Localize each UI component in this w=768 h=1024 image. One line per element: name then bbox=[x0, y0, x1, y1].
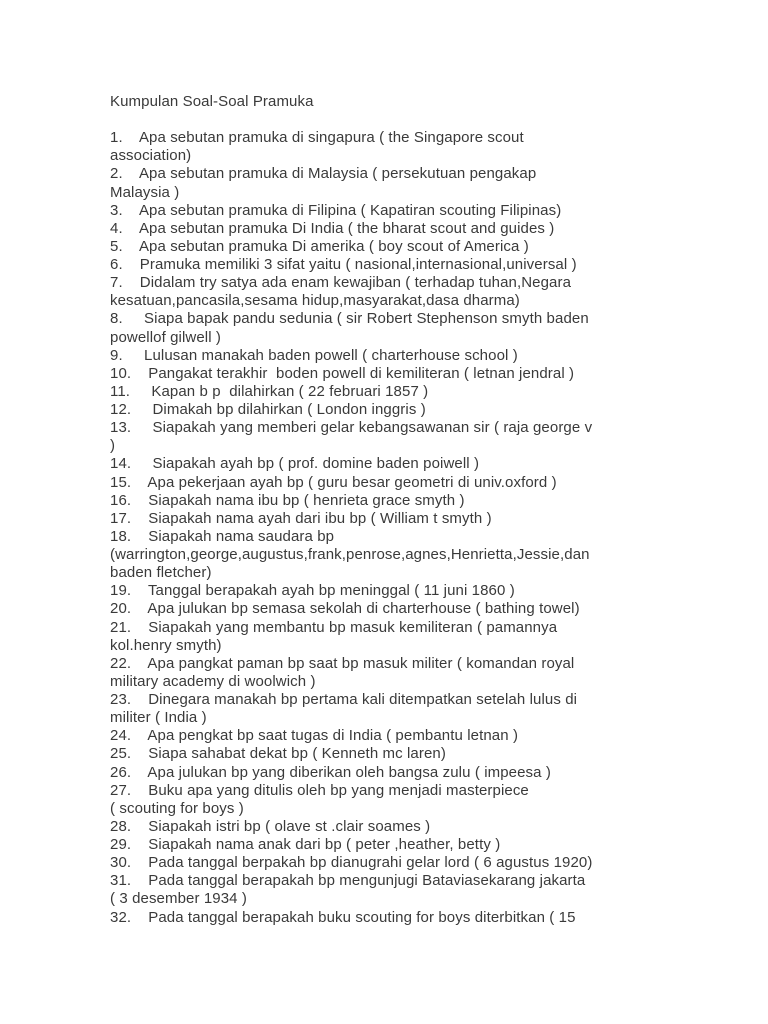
text-line: 19. Tanggal berapakah ayah bp meninggal ( 11 juni 1860 ) bbox=[110, 582, 515, 600]
text-line: Malaysia ) bbox=[110, 183, 180, 201]
text-line: kol.henry smyth) bbox=[110, 636, 222, 654]
document-title: Kumpulan Soal-Soal Pramuka bbox=[110, 93, 314, 110]
text-line: 26. Apa julukan bp yang diberikan oleh bangsa zulu ( impeesa ) bbox=[110, 763, 551, 781]
text-line: powellof gilwell ) bbox=[110, 328, 222, 346]
text-line: military academy di woolwich ) bbox=[110, 672, 316, 690]
text-line: ( scouting for boys ) bbox=[110, 799, 244, 817]
text-line: 32. Pada tanggal berapakah buku scouting for boys diterbitkan ( 15 bbox=[110, 908, 576, 926]
text-line: militer ( India ) bbox=[110, 709, 207, 727]
text-line: 8. Siapa bapak pandu sedunia ( sir Robert Stephenson smyth baden bbox=[110, 310, 589, 328]
text-line: association) bbox=[110, 147, 192, 165]
text-line: 21. Siapakah yang membantu bp masuk kemiliteran ( pamannya bbox=[110, 618, 558, 636]
text-line: 12. Dimakah bp dilahirkan ( London inggris ) bbox=[110, 401, 426, 418]
text-line: 13. Siapakah yang memberi gelar kebangsawanan sir ( raja george v bbox=[110, 419, 593, 437]
text-line: 25. Siapa sahabat dekat bp ( Kenneth mc laren) bbox=[110, 745, 446, 763]
text-line: 4. Apa sebutan pramuka Di India ( the bharat scout and guides ) bbox=[110, 219, 555, 237]
text-line: 9. Lulusan manakah baden powell ( charterhouse school ) bbox=[110, 346, 518, 364]
document-body bbox=[110, 129, 710, 927]
text-line: 7. Didalam try satya ada enam kewajiban ( terhadap tuhan,Negara bbox=[110, 274, 572, 292]
text-line: 14. Siapakah ayah bp ( prof. domine baden poiwell ) bbox=[110, 455, 480, 473]
text-line: baden fletcher) bbox=[110, 564, 212, 582]
text-line: 6. Pramuka memiliki 3 sifat yaitu ( nasional,internasional,universal ) bbox=[110, 256, 577, 273]
text-line: 15. Apa pekerjaan ayah bp ( guru besar geometri di univ.oxford ) bbox=[110, 473, 557, 491]
text-line: 1. Apa sebutan pramuka di singapura ( the Singapore scout bbox=[110, 129, 524, 147]
text-line: ( 3 desember 1934 ) bbox=[110, 890, 247, 908]
text-line: 27. Buku apa yang ditulis oleh bp yang menjadi masterpiece bbox=[110, 781, 529, 799]
text-line: 24. Apa pengkat bp saat tugas di India ( pembantu letnan ) bbox=[110, 727, 519, 745]
text-line: 2. Apa sebutan pramuka di Malaysia ( persekutuan pengakap bbox=[110, 165, 537, 183]
text-line: 3. Apa sebutan pramuka di Filipina ( Kapatiran scouting Filipinas) bbox=[110, 201, 562, 219]
document-content bbox=[110, 93, 710, 927]
text-line: 23. Dinegara manakah bp pertama kali ditempatkan setelah lulus di bbox=[110, 691, 578, 708]
text-line: 18. Siapakah nama saudara bp bbox=[110, 527, 335, 545]
text-line: (warrington,george,augustus,frank,penrose,agnes,Henrietta,Jessie,dan bbox=[110, 546, 590, 563]
text-line: 20. Apa julukan bp semasa sekolah di charterhouse ( bathing towel) bbox=[110, 600, 580, 618]
text-line: 29. Siapakah nama anak dari bp ( peter ,heather, betty ) bbox=[110, 836, 501, 853]
text-line: 22. Apa pangkat paman bp saat bp masuk militer ( komandan royal bbox=[110, 654, 575, 672]
text-line: 5. Apa sebutan pramuka Di amerika ( boy scout of America ) bbox=[110, 237, 529, 255]
text-line: 31. Pada tanggal berapakah bp mengunjugi Bataviasekarang jakarta bbox=[110, 872, 586, 890]
text-line: kesatuan,pancasila,sesama hidup,masyarakat,dasa dharma) bbox=[110, 292, 520, 310]
text-line: 17. Siapakah nama ayah dari ibu bp ( William t smyth ) bbox=[110, 509, 492, 527]
text-line: 10. Pangakat terakhir boden powell di kemiliteran ( letnan jendral ) bbox=[110, 364, 575, 382]
text-line: 11. Kapan b p dilahirkan ( 22 februari 1857 ) bbox=[110, 382, 429, 400]
text-line: 28. Siapakah istri bp ( olave st .clair soames ) bbox=[110, 817, 431, 835]
text-line: 30. Pada tanggal berpakah bp dianugrahi gelar lord ( 6 agustus 1920) bbox=[110, 854, 593, 872]
text-line: 16. Siapakah nama ibu bp ( henrieta grace smyth ) bbox=[110, 491, 465, 509]
text-line: ) bbox=[110, 437, 116, 455]
